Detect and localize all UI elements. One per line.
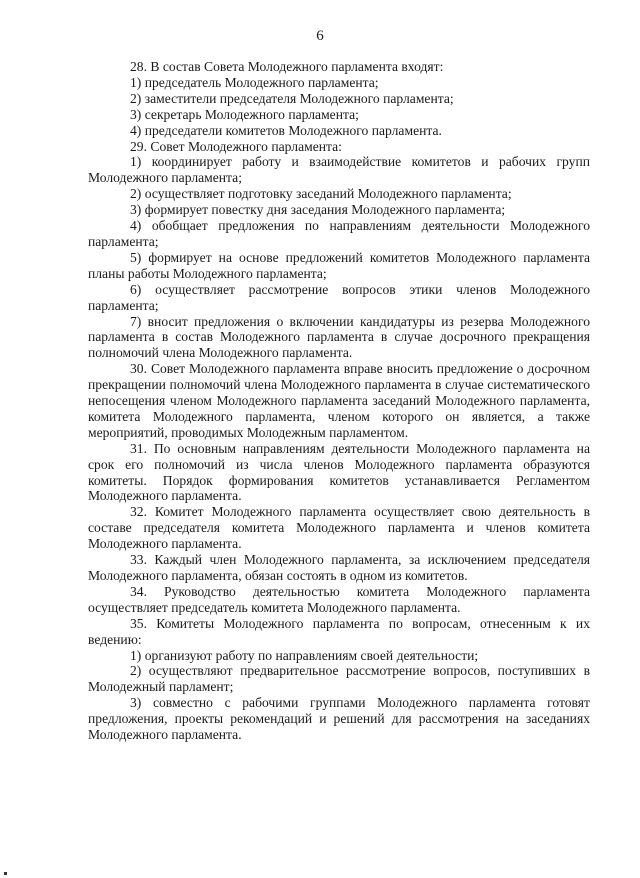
- paragraph-11: 5) формирует на основе предложений комитетов Молодежного парламента планы работы Молодежного парламента;: [88, 249, 590, 281]
- paragraph-17: 33. Каждый член Молодежного парламента, за исключением председателя Молодежного парламента, обязан состоять в одном из комитетов.: [88, 552, 590, 583]
- paragraph-15: 31. По основным направлениям деятельности Молодежного парламента на срок его полномочий из числа членов Молодежного парламента образуются комитеты. Порядок формирования комитетов устанавливается Регламентом Молодежного парламента.: [88, 440, 590, 504]
- paragraph-4: 3) секретарь Молодежного парламента;: [130, 106, 359, 122]
- paragraph-8: 2) осуществляет подготовку заседаний Молодежного парламента;: [130, 186, 512, 202]
- paragraph-21: 2) осуществляют предварительное рассмотрение вопросов, поступивших в Молодежный парламент;: [88, 663, 590, 695]
- paragraph-20: 1) организуют работу по направлениям своей деятельности;: [130, 647, 479, 663]
- paragraph-22: 3) совместно с рабочими группами Молодежного парламента готовят предложения, проекты рекомендаций и решений для рассмотрения на заседаниях Молодежного парламента.: [88, 695, 590, 743]
- paragraph-9: 3) формирует повестку дня заседания Молодежного парламента;: [130, 202, 506, 218]
- paragraph-3: 2) заместители председателя Молодежного парламента;: [130, 90, 454, 106]
- paragraph-14: 30. Совет Молодежного парламента вправе вносить предложение о досрочном прекращении полномочий члена Молодежного парламента в случае систематического непосещения членом Молодежного парламента заседаний Молодежного парламента, комитета Молодежного парламента, членом которого он является, а также мероприятий, проводимых Молодежным парламентом.: [88, 361, 590, 440]
- paragraph-7: 1) координирует работу и взаимодействие комитетов и рабочих групп Молодежного парламента;: [88, 154, 590, 186]
- paragraph-13: 7) вносит предложения о включении кандидатуры из резерва Молодежного парламента в состав Молодежного парламента в случае досрочного прекращения полномочий члена Молодежного парламента.: [88, 313, 590, 361]
- paragraph-1: 28. В состав Совета Молодежного парламента входят:: [130, 59, 444, 74]
- paragraph-19: 35. Комитеты Молодежного парламента по вопросам, отнесенным к их ведению:: [88, 615, 590, 647]
- paragraph-16: 32. Комитет Молодежного парламента осуществляет свою деятельность в составе председателя комитета Молодежного парламента и членов комитета Молодежного парламента.: [88, 504, 590, 552]
- document-body: [88, 59, 590, 743]
- paragraph-6: 29. Совет Молодежного парламента:: [130, 138, 342, 154]
- paragraph-2: 1) председатель Молодежного парламента;: [130, 74, 379, 90]
- paragraph-12: 6) осуществляет рассмотрение вопросов этики членов Молодежного парламента;: [88, 281, 590, 313]
- paragraph-5: 4) председатели комитетов Молодежного парламента.: [130, 122, 442, 138]
- scan-speck: [4, 872, 7, 875]
- page-number: 6: [316, 28, 324, 44]
- paragraph-10: 4) обобщает предложения по направлениям деятельности Молодежного парламента;: [88, 218, 590, 249]
- paragraph-18: 34. Руководство деятельностью комитета Молодежного парламента осуществляет председатель комитета Молодежного парламента.: [88, 583, 590, 615]
